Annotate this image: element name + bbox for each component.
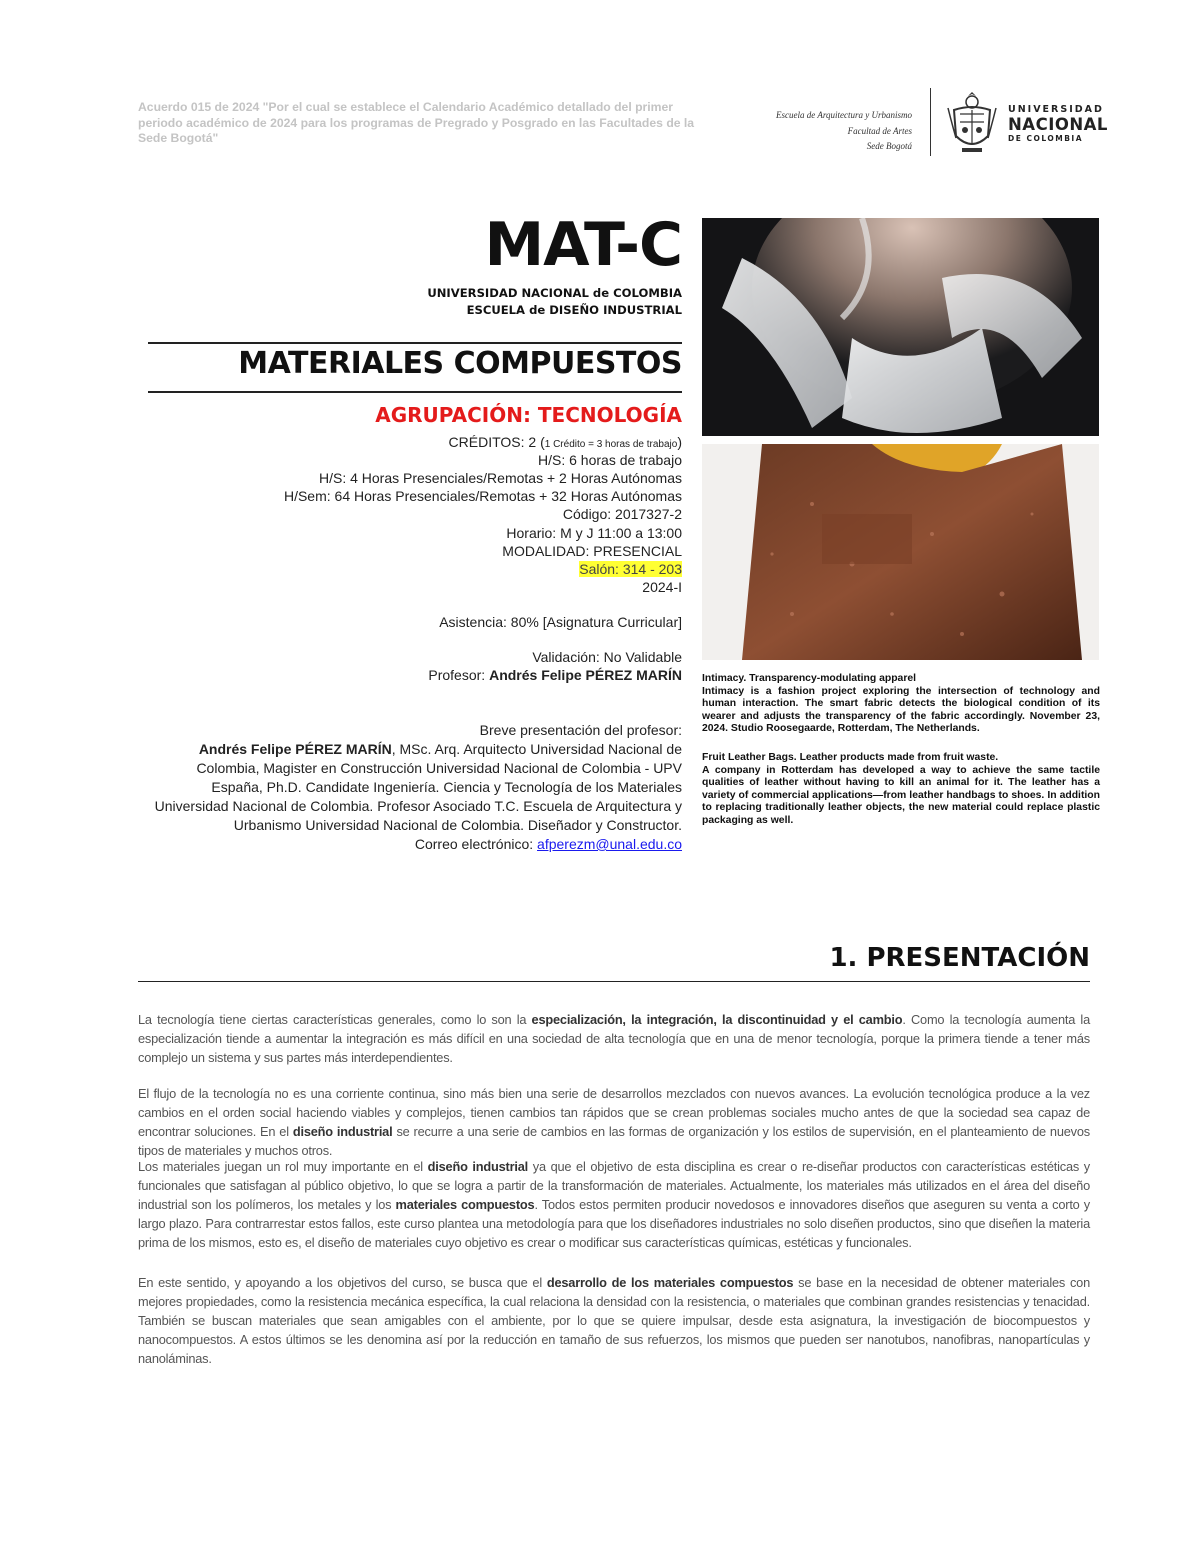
classroom-line (160, 560, 682, 578)
university-line: UNIVERSIDAD (1008, 104, 1104, 115)
section-rule (138, 981, 1090, 982)
fruit-leather-bag-photo (702, 444, 1099, 660)
caption-body: Intimacy is a fashion project exploring the intersection of technology and human interaction. The smart fabric detects the biological condition of its wearer and adjusts the transparency of the fabric accordingly. November 23, 2024. Studio Roosegaarde, Rotterdam, The Netherlands. (702, 685, 1100, 735)
caption-title: Fruit Leather Bags. Leather products made from fruit waste. (702, 752, 999, 763)
hours-semester: H/Sem: 64 Horas Presenciales/Remotas + 32 Horas Autónomas (283, 488, 682, 504)
institution-name: UNIVERSIDAD NACIONAL de COLOMBIA (427, 286, 682, 300)
bio-text (150, 740, 682, 835)
period: 2024-I (642, 579, 682, 595)
text-run: En este sentido, y apoyando a los objetivos del curso, se busca que el (138, 1275, 547, 1290)
text-run: se recurre a una serie de cambios en las formas de organización y los estilos de supervisión, en el planteamiento de nuevos tipos de materiales y muchos otros. (138, 1124, 1090, 1158)
email-line (150, 835, 682, 854)
text-run: se base en la necesidad de obtener materiales con mejores propiedades, como la resistencia mecánica específica, la cual relaciona la densidad con la resistencia, o materiales que combinan grandes resistencias y tenacidad. También se buscan materiales que sean amigables con el ambiente, por lo que se quiere impulsar, desde esta asignatura, la investigación de biocompuestos y nanocompuestos. A estos últimos se les denomina así por la reducción en tamaño de sus refuerzos, los mismos que pueden ser nanotubos, nanofibras, nanopartículas y nanoláminas. (138, 1275, 1090, 1366)
school-line: Escuela de Arquitectura y Urbanismo (776, 110, 912, 120)
credits-note: 1 Crédito = 3 horas de trabajo (544, 439, 678, 450)
university-seal-icon (946, 88, 998, 156)
bio-name: Andrés Felipe PÉREZ MARÍN (198, 741, 392, 757)
text-emphasis: materiales compuestos (395, 1197, 535, 1212)
bio-body: , MSc. Arq. Arquitecto Universidad Nacional de Colombia, Magister en Construcción Universidad Nacional de Colombia - UPV España, Ph.D. Candidate Ingeniería. Ciencia y Tecnología de los Materiales Universidad Nacional de Colombia. Profesor Asociado T.C. Escuela de Arquitectura y Urbanismo Universidad Nacional de Colombia. Diseñador y Constructor. (154, 741, 682, 833)
professor-bio (150, 721, 682, 854)
text-run: . Todos estos permiten producir novedosos e innovadores diseños que aseguren su venta a corto y largo plazo. Para contrarrestar estos fallos, este curso plantea una metodología para que los diseñadores industriales no solo diseñen productos, sino que diseñen la materia prima de los mismos, esto es, el diseño de materiales cuyo objetivo es crear o modificar sus características químicas, estéticas y funcionales. (138, 1197, 1090, 1250)
caption-body: A company in Rotterdam has developed a way to achieve the same tactile qualities of leather without having to kill an animal for it. The leather has a variety of commercial applications—from leather handbags to shoes. In addition to replacing traditionally leather objects, the new material could replace plastic packaging as well. (702, 764, 1100, 826)
text-run: La tecnología tiene ciertas características generales, como lo son la (138, 1012, 532, 1027)
schedule: Horario: M y J 11:00 a 13:00 (506, 525, 682, 541)
logo-divider (930, 88, 931, 156)
university-line: DE COLOMBIA (1008, 134, 1084, 143)
caption-title: Intimacy. Transparency-modulating apparel (702, 673, 917, 684)
paragraph (138, 1273, 1090, 1368)
text-emphasis: especialización, la integración, la discontinuidad y el cambio (531, 1012, 903, 1027)
paragraph (138, 1084, 1090, 1160)
text-run: ya que el objetivo de esta disciplina es crear o re-diseñar productos con características estéticas y funcionales que satisfagan al público objetivo, lo que se logra a partir de la transformación de materiales. Actualmente, los materiales más utilizados en el área del diseño industrial son los polímeros, los metales y los (138, 1159, 1090, 1212)
email-label: Correo electrónico: (414, 836, 538, 852)
hours-week: H/S: 6 horas de trabajo (538, 452, 682, 468)
caption-intimacy (702, 673, 1100, 736)
text-emphasis: diseño industrial (292, 1124, 393, 1139)
school-block (720, 108, 912, 155)
university-wordmark (1008, 104, 1118, 143)
credits-close: ) (677, 434, 682, 450)
paragraph (138, 1010, 1090, 1067)
course-name: MATERIALES COMPUESTOS (238, 346, 682, 381)
professor-label: Profesor: (428, 667, 490, 683)
text-run: . Como la tecnología aumenta la especialización tiende a aumentar la integración es más difícil en una sociedad de alta tecnología que en una de menor tecnología, porque la primera tiende a tener más complejo un sistema y sus partes más interdependientes. (138, 1012, 1090, 1065)
email-link[interactable]: afperezm@unal.edu.co (537, 836, 682, 852)
credits-label: CRÉDITOS: 2 ( (448, 434, 545, 450)
text-run: Los materiales juegan un rol muy importante en el (138, 1159, 428, 1174)
intimacy-apparel-photo (702, 218, 1099, 436)
school-name: ESCUELA de DISEÑO INDUSTRIAL (466, 303, 682, 317)
course-grouping: AGRUPACIÓN: TECNOLOGÍA (375, 403, 682, 427)
classroom: Salón: 314 - 203 (579, 561, 682, 577)
course-number: Código: 2017327-2 (562, 506, 682, 522)
agreement-note: Acuerdo 015 de 2024 "Por el cual se establece el Calendario Académico detallado del primer periodo académico de 2024 para los programas de Pregrado y Posgrado en las Facultades de la Sede Bogotá" (138, 100, 695, 145)
text-emphasis: diseño industrial (427, 1159, 529, 1174)
university-line: NACIONAL (1008, 115, 1108, 134)
caption-fruit-leather (702, 752, 1100, 828)
professor-name: Andrés Felipe PÉREZ MARÍN (489, 667, 682, 683)
modality: MODALIDAD: PRESENCIAL (502, 543, 682, 559)
school-line: Facultad de Artes (847, 125, 912, 136)
heading-rule (148, 391, 682, 393)
attendance: Asistencia: 80% [Asignatura Curricular] (439, 614, 682, 630)
text-run: El flujo de la tecnología no es una corriente continua, sino más bien una serie de desarrollos mezclados con nuevos avances. La evolución tecnológica produce a la vez cambios en el orden social haciendo viables y complejos, tienen cambios tan rápidos que se crean problemas sociales mucho antes de que la sociedad sea capaz de encontrar soluciones. En el (138, 1086, 1090, 1139)
hours-week-detail: H/S: 4 Horas Presenciales/Remotas + 2 Horas Autónomas (318, 470, 682, 486)
validation: Validación: No Validable (532, 649, 682, 665)
paragraph (138, 1157, 1090, 1252)
text-emphasis: desarrollo de los materiales compuestos (546, 1275, 794, 1290)
course-code: MAT-C (484, 210, 682, 280)
school-line: Sede Bogotá (866, 141, 912, 151)
section-title: 1. PRESENTACIÓN (829, 943, 1090, 973)
professor-line (160, 666, 682, 684)
bio-heading: Breve presentación del profesor: (479, 722, 682, 738)
